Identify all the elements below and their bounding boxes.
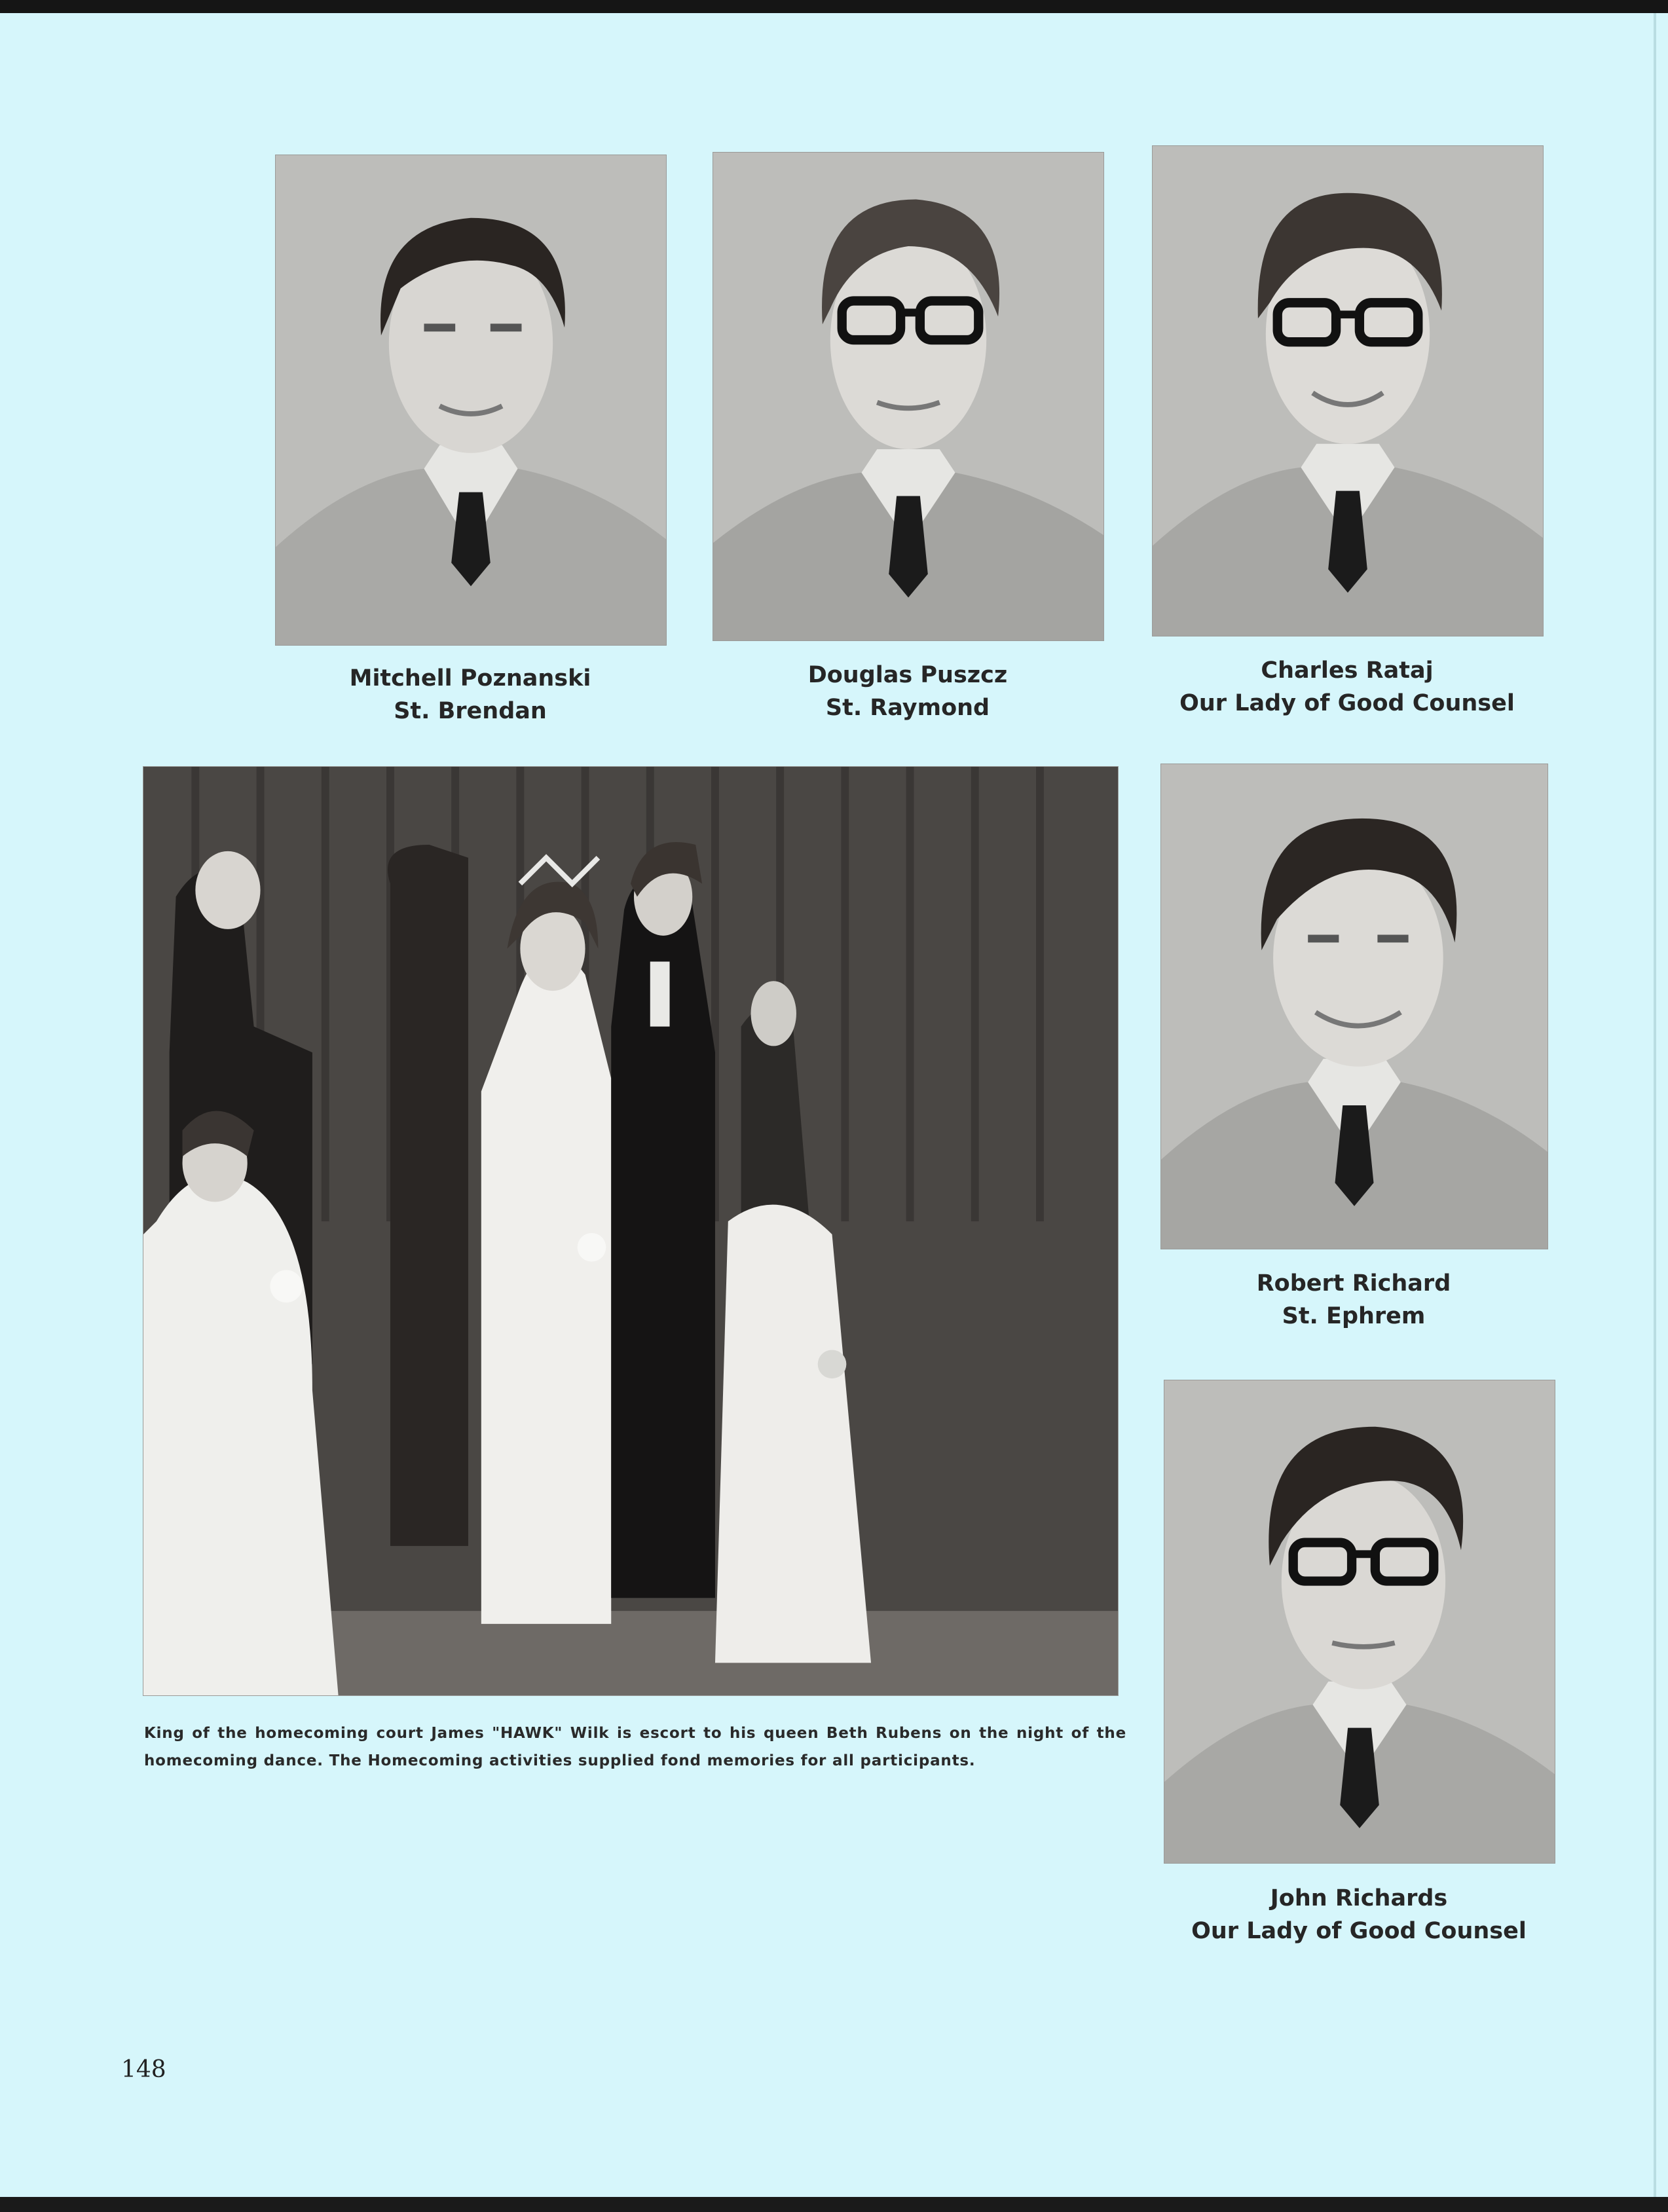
- student-name: Douglas Puszcz: [807, 662, 1008, 688]
- student-name: Robert Richard: [1256, 1270, 1451, 1297]
- portrait-photo-john-richards: [1164, 1380, 1555, 1864]
- portrait-caption-charles-rataj: [1152, 654, 1542, 720]
- page-fold-line: [1654, 13, 1656, 2197]
- student-parish: St. Ephrem: [1282, 1303, 1426, 1329]
- student-name: John Richards: [1270, 1885, 1448, 1911]
- scan-top-edge: [0, 0, 1668, 13]
- portrait-photo-charles-rataj: [1152, 145, 1544, 636]
- student-name: Mitchell Poznanski: [349, 665, 591, 691]
- student-parish: St. Brendan: [394, 698, 547, 724]
- student-parish: St. Raymond: [825, 695, 990, 721]
- scan-bottom-edge: [0, 2197, 1668, 2212]
- portrait-caption-mitchell-poznanski: [275, 662, 665, 728]
- page-number: 148: [121, 2056, 166, 2083]
- student-parish: Our Lady of Good Counsel: [1191, 1918, 1527, 1944]
- student-name: Charles Rataj: [1261, 657, 1434, 684]
- homecoming-photo-caption: King of the homecoming court James "HAWK" Wilk is escort to his queen Beth Rubens on the night of the homecoming dance. The Homecoming activities supplied fond memories for all participants.: [144, 1725, 1126, 1769]
- homecoming-court-photo: [143, 766, 1119, 1696]
- student-parish: Our Lady of Good Counsel: [1179, 690, 1515, 716]
- portrait-caption-douglas-puszcz: [713, 659, 1103, 724]
- portrait-photo-mitchell-poznanski: [275, 155, 667, 646]
- portrait-caption-robert-richard: [1160, 1267, 1547, 1333]
- portrait-photo-douglas-puszcz: [713, 152, 1104, 641]
- portrait-caption-john-richards: [1164, 1882, 1554, 1947]
- portrait-photo-robert-richard: [1160, 764, 1548, 1249]
